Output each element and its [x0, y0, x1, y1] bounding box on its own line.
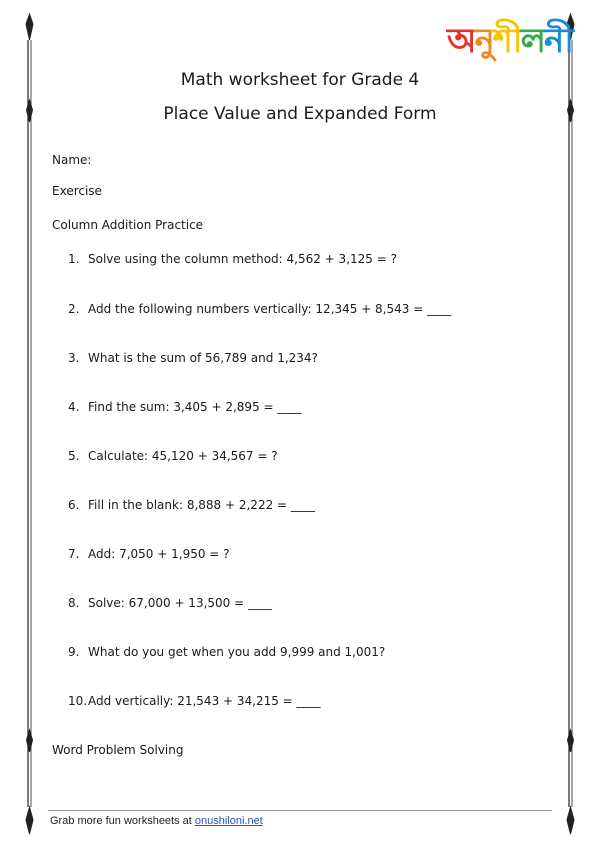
- logo-letter: শী: [492, 21, 521, 61]
- worksheet-subtitle: Place Value and Expanded Form: [163, 104, 437, 124]
- question-item: 8. Solve: 67,000 + 13,500 = ____: [68, 596, 272, 610]
- section-title: Column Addition Practice: [52, 218, 204, 232]
- worksheet-title: Math worksheet for Grade 4: [180, 70, 420, 90]
- question-item: 5. Calculate: 45,120 + 34,567 = ?: [68, 449, 278, 463]
- logo-letter: অ: [447, 21, 475, 61]
- footer-link[interactable]: onushiloni.net: [194, 815, 263, 827]
- logo-letter: নু: [474, 21, 493, 61]
- brand-logo-text: [447, 21, 572, 61]
- question-item: 10.Add vertically: 21,543 + 34,215 = ____: [68, 694, 321, 708]
- footer-text: Grab more fun worksheets at: [50, 815, 195, 827]
- name-label: Name:: [52, 153, 92, 167]
- exercise-label: Exercise: [52, 184, 102, 198]
- logo-letter: নী: [543, 21, 572, 61]
- question-item: 7. Add: 7,050 + 1,950 = ?: [68, 547, 230, 561]
- question-item: 2. Add the following numbers vertically: 12,345 + 8,543 = ____: [68, 302, 452, 316]
- word-problem-title: Word Problem Solving: [52, 743, 184, 757]
- question-item: 6. Fill in the blank: 8,888 + 2,222 = ____: [68, 498, 315, 512]
- logo-letter: ল: [520, 21, 544, 61]
- question-item: 3. What is the sum of 56,789 and 1,234?: [68, 351, 318, 365]
- question-item: 4. Find the sum: 3,405 + 2,895 = ____: [68, 400, 302, 414]
- footer: [50, 815, 263, 827]
- question-item: 1. Solve using the column method: 4,562 + 3,125 = ?: [68, 252, 397, 266]
- footer-divider: [48, 810, 552, 811]
- brand-logo: [447, 18, 572, 61]
- question-item: 9. What do you get when you add 9,999 and 1,001?: [68, 645, 386, 659]
